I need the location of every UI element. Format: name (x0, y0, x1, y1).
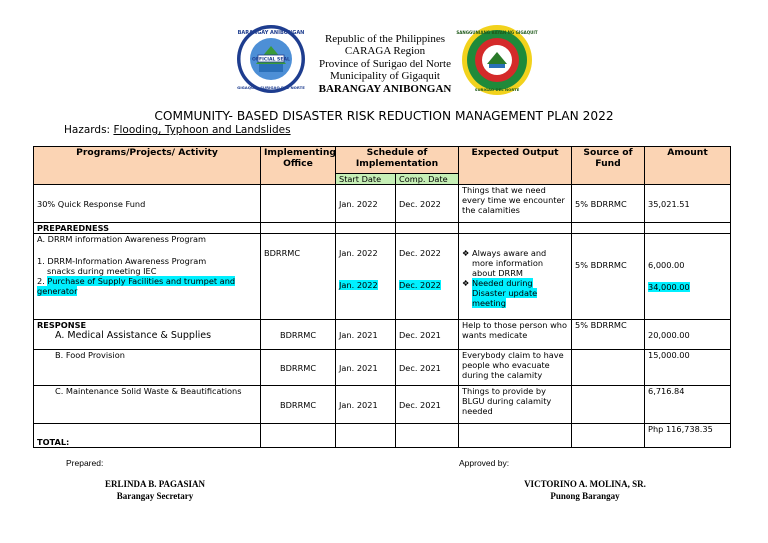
preparedness-output-2: Needed during Disaster update meeting (471, 278, 538, 308)
approved-name: VICTORINO A. MOLINA, SR. (524, 479, 646, 489)
preparedness-office: BDRRMC (264, 248, 301, 258)
cell-start: Jan. 2021 (336, 350, 396, 386)
prepared-label: Prepared: (66, 458, 104, 468)
preparedness-item-1-sub: snacks during meeting IEC (47, 266, 157, 276)
response-food-program: B. Food Provision (55, 350, 125, 360)
letterhead (300, 33, 470, 95)
table-row (34, 424, 731, 448)
seal-right-bottom-text: SURIGAO DEL NORTE (474, 87, 520, 92)
cell-office: BDRRMC (261, 350, 336, 386)
cell-comp: Dec. 2021 (396, 350, 459, 386)
table-row (34, 223, 731, 234)
cell-output: Help to those person who wants medicate (459, 320, 572, 350)
cell-office: BDRRMC (261, 386, 336, 424)
cell-start: Jan. 2021 (336, 386, 396, 424)
cell-source (572, 386, 645, 424)
cell-amount: 6,716.84 (645, 386, 731, 424)
seal-left-top-text: BARANGAY ANIBONGAN (237, 30, 305, 36)
cell-amount: 35,021.51 (645, 185, 731, 223)
cell-office (261, 185, 336, 223)
letterhead-barangay: BARANGAY ANIBONGAN (318, 82, 452, 95)
prepared-title: Barangay Secretary (116, 491, 194, 501)
cell-source: 5% BDRRMC (572, 185, 645, 223)
letterhead-line: Province of Surigao del Norte (319, 57, 451, 70)
cell-comp (396, 234, 459, 320)
cell-program (34, 234, 261, 320)
preparedness-comp-1: Dec. 2022 (399, 248, 441, 258)
diamond-bullet-icon: ❖ (462, 248, 470, 258)
cell-amount: 15,000.00 (645, 350, 731, 386)
cell-output: Everybody claim to have people who evacuate during the calamity (459, 350, 572, 386)
total-label: TOTAL: (34, 424, 261, 448)
table-row (34, 386, 731, 424)
hazards-value: Flooding, Typhoon and Landslides (113, 124, 291, 136)
preparedness-program-a: A. DRRM information Awareness Program (37, 234, 206, 244)
table-row (34, 185, 731, 223)
cell-program: 30% Quick Response Fund (34, 185, 261, 223)
cell-program (34, 350, 261, 386)
preparedness-start-2: Jan. 2022 (339, 280, 378, 290)
cell-source (572, 234, 645, 320)
preparedness-comp-2: Dec. 2022 (399, 280, 441, 290)
hazards-line (64, 124, 291, 136)
table-row (34, 350, 731, 386)
sangguniang-bayan-seal-icon (456, 24, 538, 96)
diamond-bullet-icon: ❖ (462, 278, 470, 288)
preparedness-source: 5% BDRRMC (575, 260, 627, 270)
seal-left-bottom-text: GIGAQUIT, SURIGAO DEL NORTE (237, 85, 305, 90)
approved-title: Punong Barangay (550, 491, 620, 501)
cell-start (336, 234, 396, 320)
cell-comp: Dec. 2022 (396, 185, 459, 223)
letterhead-line: Republic of the Philippines (324, 33, 446, 45)
preparedness-output-1: Always aware and more information about DRRM (471, 248, 547, 278)
header-output: Expected Output (459, 147, 572, 185)
response-waste-program: C. Maintenance Solid Waste & Beautifications (55, 386, 242, 396)
plan-table (33, 146, 731, 448)
cell-program (34, 386, 261, 424)
header-programs: Programs/Projects/ Activity (34, 147, 261, 185)
plan-title: COMMUNITY- BASED DISASTER RISK REDUCTION MANAGEMENT PLAN 2022 (154, 109, 614, 123)
header-source: Source of Fund (572, 147, 645, 185)
cell-office (261, 234, 336, 320)
section-preparedness: PREPAREDNESS (34, 223, 261, 234)
approved-label: Approved by: (459, 458, 510, 468)
cell-comp: Dec. 2021 (396, 320, 459, 350)
preparedness-amount-2: 34,000.00 (648, 282, 690, 292)
cell-output (459, 234, 572, 320)
hazards-label: Hazards: (64, 124, 111, 136)
seal-right-top-text: SANGGUNIANG BAYAN NG GIGAQUIT (456, 30, 538, 35)
barangay-official-seal-icon (236, 24, 306, 94)
table-row (34, 234, 731, 320)
cell-start: Jan. 2021 (336, 320, 396, 350)
seal-left-center-text: OFFICIAL SEAL (252, 57, 290, 63)
preparedness-item-1: 1. DRRM-Information Awareness Program (37, 256, 207, 266)
prepared-name: ERLINDA B. PAGASIAN (104, 479, 206, 489)
header-start-date: Start Date (336, 174, 396, 185)
letterhead-line: Municipality of Gigaquit (330, 70, 440, 83)
header-comp-date: Comp. Date (396, 174, 459, 185)
preparedness-item-2-number: 2. (37, 276, 45, 286)
cell-start: Jan. 2022 (336, 185, 396, 223)
response-medical-program: A. Medical Assistance & Supplies (55, 330, 212, 341)
preparedness-item-2: Purchase of Supply Facilities and trumpet and generator (37, 276, 236, 296)
cell-source (572, 350, 645, 386)
header-amount: Amount (645, 147, 731, 185)
preparedness-start-1: Jan. 2022 (339, 248, 378, 258)
cell-output: Things that we need every time we encounter the calamities (459, 185, 572, 223)
cell-source: 5% BDRRMC (572, 320, 645, 350)
cell-program (34, 320, 261, 350)
section-response: RESPONSE (37, 320, 87, 330)
header-schedule: Schedule of Implementation (336, 147, 459, 174)
cell-office: BDRRMC (261, 320, 336, 350)
cell-amount: 20,000.00 (645, 320, 731, 350)
cell-amount (645, 234, 731, 320)
header-office: Implementing Office (261, 147, 336, 185)
cell-comp: Dec. 2021 (396, 386, 459, 424)
letterhead-line: CARAGA Region (344, 45, 426, 58)
table-row (34, 320, 731, 350)
cell-output: Things to provide by BLGU during calamity needed (459, 386, 572, 424)
total-amount: Php 116,738.35 (645, 424, 731, 448)
preparedness-amount-1: 6,000.00 (648, 260, 685, 270)
